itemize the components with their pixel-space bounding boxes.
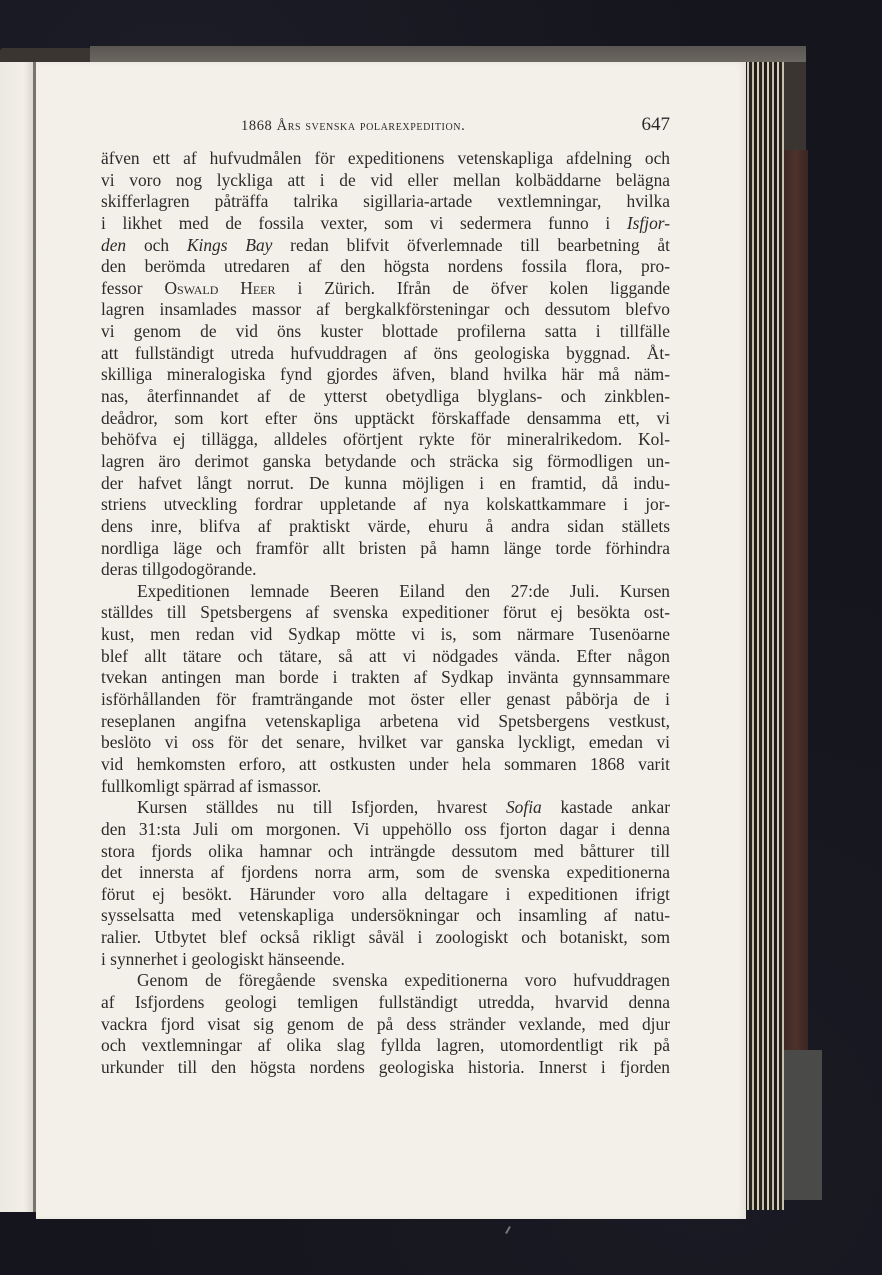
text-line: stora fjords olika hamnar och inträngde dessutom med båtturer till	[101, 840, 670, 861]
text-line: blef allt tätare och tätare, så att vi nödgades vända. Efter någon	[101, 645, 670, 666]
page-number: 647	[641, 114, 670, 135]
text-line: förut ej besökt. Härunder voro alla deltagare i expeditionen ifrigt	[101, 883, 670, 904]
place-name-isfjorden-cont: den	[101, 234, 127, 255]
text-line: lagren äro derimot ganska betydande och sträcka sig förmodligen un-	[101, 450, 670, 471]
text-line: vackra fjord visat sig genom de på dess stränder vexlande, med djur	[101, 1013, 670, 1034]
ship-name-sofia: Sofia	[505, 797, 542, 818]
text-line: skilliga mineralogiska fynd gjordes äfven, bland hvilka här må näm-	[101, 364, 670, 385]
text-line	[101, 235, 670, 257]
text-fragment: i likhet med de fossila vexter, som vi sedermera funno i	[101, 212, 627, 233]
text-line: reseplanen angifna vetenskapliga arbetena vid Spetsbergens vestkust,	[101, 710, 670, 731]
running-head	[36, 114, 746, 138]
text-line: af Isfjordens geologi temligen fullständigt utredda, hvarvid denna	[101, 991, 670, 1012]
text-line: och vextlemningar af olika slag fyllda lagren, utomordentligt rik på	[101, 1035, 670, 1056]
running-title-year: 1868	[241, 118, 273, 134]
text-line: behöfva ej tillägga, alldeles oförtjent rykte för mineralrikedom. Kol-	[101, 429, 670, 450]
text-line: nordliga läge och framför allt bristen på hamn länge torde förhindra	[101, 537, 670, 558]
running-title-text: Års svenska polarexpedition.	[276, 118, 466, 134]
text-line: striens utveckling fordrar uppletande af nya kolskattkammare i jor-	[101, 494, 670, 515]
text-fragment: fessor	[101, 277, 165, 298]
text-line: urkunder till den högsta nordens geologiska historia. Innerst i fjorden	[101, 1056, 670, 1077]
text-line: vi voro nog lyckliga att i de vid eller mellan kolbäddarne belägna	[101, 169, 670, 190]
text-fragment: i Zürich. Ifrån de öfver kolen liggande	[275, 277, 670, 298]
text-line: isförhållanden för framträngande mot öster eller genast påbörja de i	[101, 689, 670, 710]
text-line: fullkomligt spärrad af ismassor.	[101, 775, 322, 796]
text-line: deådror, som kort efter öns upptäckt förskaffade densamma ett, vi	[101, 407, 670, 428]
text-fragment: redan blifvit öfverlemnade till bearbetning åt	[272, 234, 670, 255]
text-line: den 31:sta Juli om morgonen. Vi uppehöllo oss fjorton dagar i denna	[101, 818, 670, 839]
text-line: det innersta af fjordens norra arm, som de svenska expeditionerna	[101, 862, 670, 883]
text-line: tvekan antingen man borde i trakten af Sydkap invänta gynnsammare	[101, 667, 670, 688]
text-line: den berömda utredaren af den högsta nordens fossila flora, pro-	[101, 256, 670, 277]
text-line: lagren insamlades massor af bergkalkförsteningar och dessutom blefvo	[101, 299, 670, 320]
place-name-kings-bay: Kings Bay	[186, 234, 273, 255]
text-line: i synnerhet i geologiskt hänseende.	[101, 948, 345, 969]
text-fragment: kastade ankar	[541, 797, 670, 818]
text-fragment: och	[143, 234, 170, 255]
text-line: sysselsatta med vetenskapliga undersökningar och insamling af natu-	[101, 905, 670, 926]
text-fragment: Kursen ställdes nu till Isfjorden, hvarest	[137, 797, 506, 818]
page-block-edges	[744, 62, 784, 1210]
book-cover-corner	[782, 1050, 822, 1200]
text-line: att fullständigt utreda hufvuddragen af öns geologiska byggnad. Åt-	[101, 342, 670, 363]
text-line: skifferlagren påträffa talrika sigillaria-artade vextlemningar, hvilka	[101, 191, 670, 212]
body-text	[101, 148, 670, 1079]
text-line: der hafvet långt norrut. De kunna möjligen i en framtid, då indu-	[101, 472, 670, 493]
running-title	[241, 118, 465, 135]
place-name-isfjorden: Isfjor-	[626, 212, 670, 233]
text-line: vi genom de vid öns kuster blottade profilerna satta i tillfälle	[101, 321, 670, 342]
text-line: nas, återfinnandet af de ytterst obetydliga blyglans- och zinkblen-	[101, 386, 670, 407]
book-cover-top-edge	[90, 46, 806, 62]
text-line: beslöto vi oss för det senare, hvilket var ganska lyckligt, emedan vi	[101, 732, 670, 753]
facing-page-strip	[0, 62, 34, 1212]
text-line: ställdes till Spetsbergens af svenska expeditioner förut ej besökta ost-	[101, 602, 670, 623]
text-line	[101, 278, 670, 300]
paragraph-start: Expeditionen lemnade Beeren Eiland den 27:de Juli. Kursen	[137, 580, 670, 601]
paragraph-start: Genom de föregående svenska expeditionerna voro hufvuddragen	[137, 970, 670, 991]
text-line: äfven ett af hufvudmålen för expeditionens vetenskapliga afdelning och	[101, 148, 670, 168]
book-cover-leather-edge	[782, 150, 808, 1050]
text-line: dens inre, blifva af praktiskt värde, ehuru å andra sidan ställets	[101, 515, 670, 536]
text-line: deras tillgodogörande.	[101, 559, 257, 580]
text-line: vid hemkomsten erforo, att ostkusten under hela sommaren 1868 varit	[101, 753, 670, 774]
book-page	[36, 62, 746, 1219]
text-line: kust, men redan vid Sydkap mötte vi is, som närmare Tusenöarne	[101, 624, 670, 645]
text-line: ralier. Utbytet blef också rikligt såväl i zoologiskt och botaniskt, som	[101, 927, 670, 948]
paragraph-start	[101, 797, 670, 819]
text-line	[101, 213, 670, 235]
person-name-oswald-heer: Oswald Heer	[164, 277, 276, 298]
